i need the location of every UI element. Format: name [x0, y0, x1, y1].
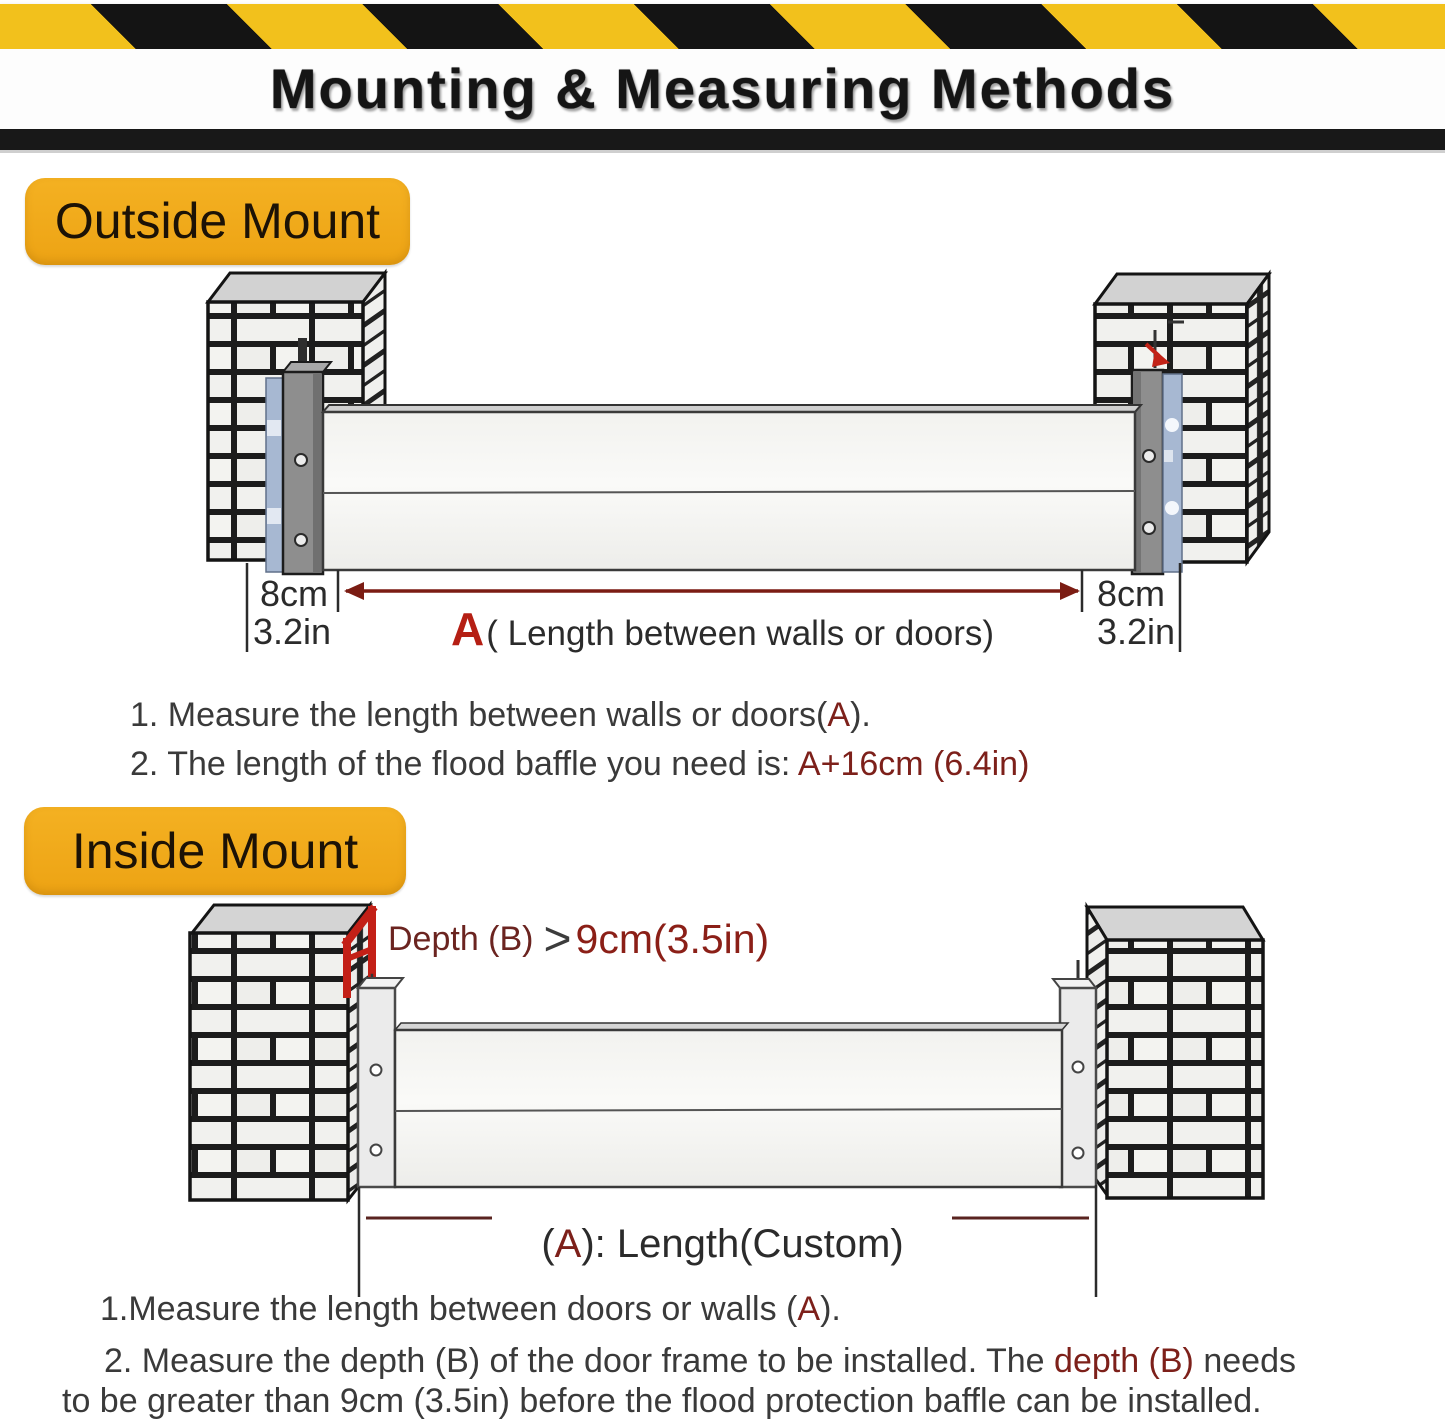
- outside-baffle: [323, 405, 1141, 570]
- outside-left-dim-cm: 8cm: [259, 573, 328, 614]
- inside-mount-label-text: Inside Mount: [71, 823, 359, 879]
- outside-step-2: [130, 745, 1029, 784]
- inside-mount-label: [24, 807, 406, 895]
- inside-step1-a: A: [797, 1290, 821, 1328]
- inside-step1-pre: 1.Measure the length between doors or walls (: [100, 1290, 798, 1328]
- outside-step1-pre: 1. Measure the length between walls or doors(: [130, 696, 828, 734]
- hazard-stripe-banner: [0, 4, 1445, 49]
- inside-baffle: [395, 1023, 1068, 1187]
- inside-step-3: to be greater than 9cm (3.5in) before the flood protection baffle can be installed.: [62, 1382, 1262, 1420]
- greater-than-sign: >: [543, 913, 572, 966]
- inside-step2-pre: 2. Measure the depth (B) of the door frame to be installed. The: [104, 1342, 1055, 1380]
- page-title: Mounting & Measuring Methods: [269, 57, 1176, 120]
- inside-length-pre: (: [541, 1222, 555, 1266]
- inside-step1-post: ).: [820, 1290, 841, 1328]
- outside-mount-label: [25, 178, 410, 265]
- outside-right-dim-cm: 8cm: [1096, 573, 1165, 614]
- outside-right-dim-in: 3.2in: [1096, 611, 1176, 652]
- span-arrow-icon: [344, 582, 1080, 600]
- outside-step1-post: ).: [850, 696, 871, 734]
- inside-length-label: [541, 1222, 903, 1267]
- inside-right-pillar: [1087, 907, 1263, 1198]
- outside-right-seal-strip: [1163, 374, 1182, 572]
- depth-label-text: Depth (B): [388, 920, 534, 958]
- inside-step-1: [100, 1290, 841, 1329]
- outside-span-label: [451, 602, 994, 656]
- outside-step-1: [130, 696, 871, 735]
- inside-step2-post: needs: [1193, 1342, 1296, 1380]
- outside-step1-a: A: [827, 696, 851, 734]
- outside-left-seal-strip: [266, 378, 283, 572]
- outside-span-label-a: A: [450, 603, 485, 655]
- outside-span-label-rest: ( Length between walls or doors): [486, 614, 995, 653]
- inside-length-post: ): Length(Custom): [581, 1222, 904, 1266]
- inside-length-a: A: [554, 1222, 582, 1266]
- title-band: [0, 49, 1445, 129]
- depth-value: 9cm(3.5in): [575, 916, 770, 962]
- outside-left-dim-in: 3.2in: [252, 611, 332, 652]
- header-divider-bar: [0, 129, 1445, 153]
- outside-step2-pre: 2. The length of the flood baffle you need is:: [130, 745, 798, 783]
- outside-mount-label-text: Outside Mount: [54, 193, 381, 249]
- outside-mount-diagram: [0, 260, 1445, 660]
- depth-label: [388, 912, 769, 967]
- inside-step-2: [104, 1342, 1296, 1381]
- inside-step2-highlight: depth (B): [1054, 1342, 1194, 1380]
- outside-step2-highlight: A+16cm (6.4in): [797, 745, 1030, 783]
